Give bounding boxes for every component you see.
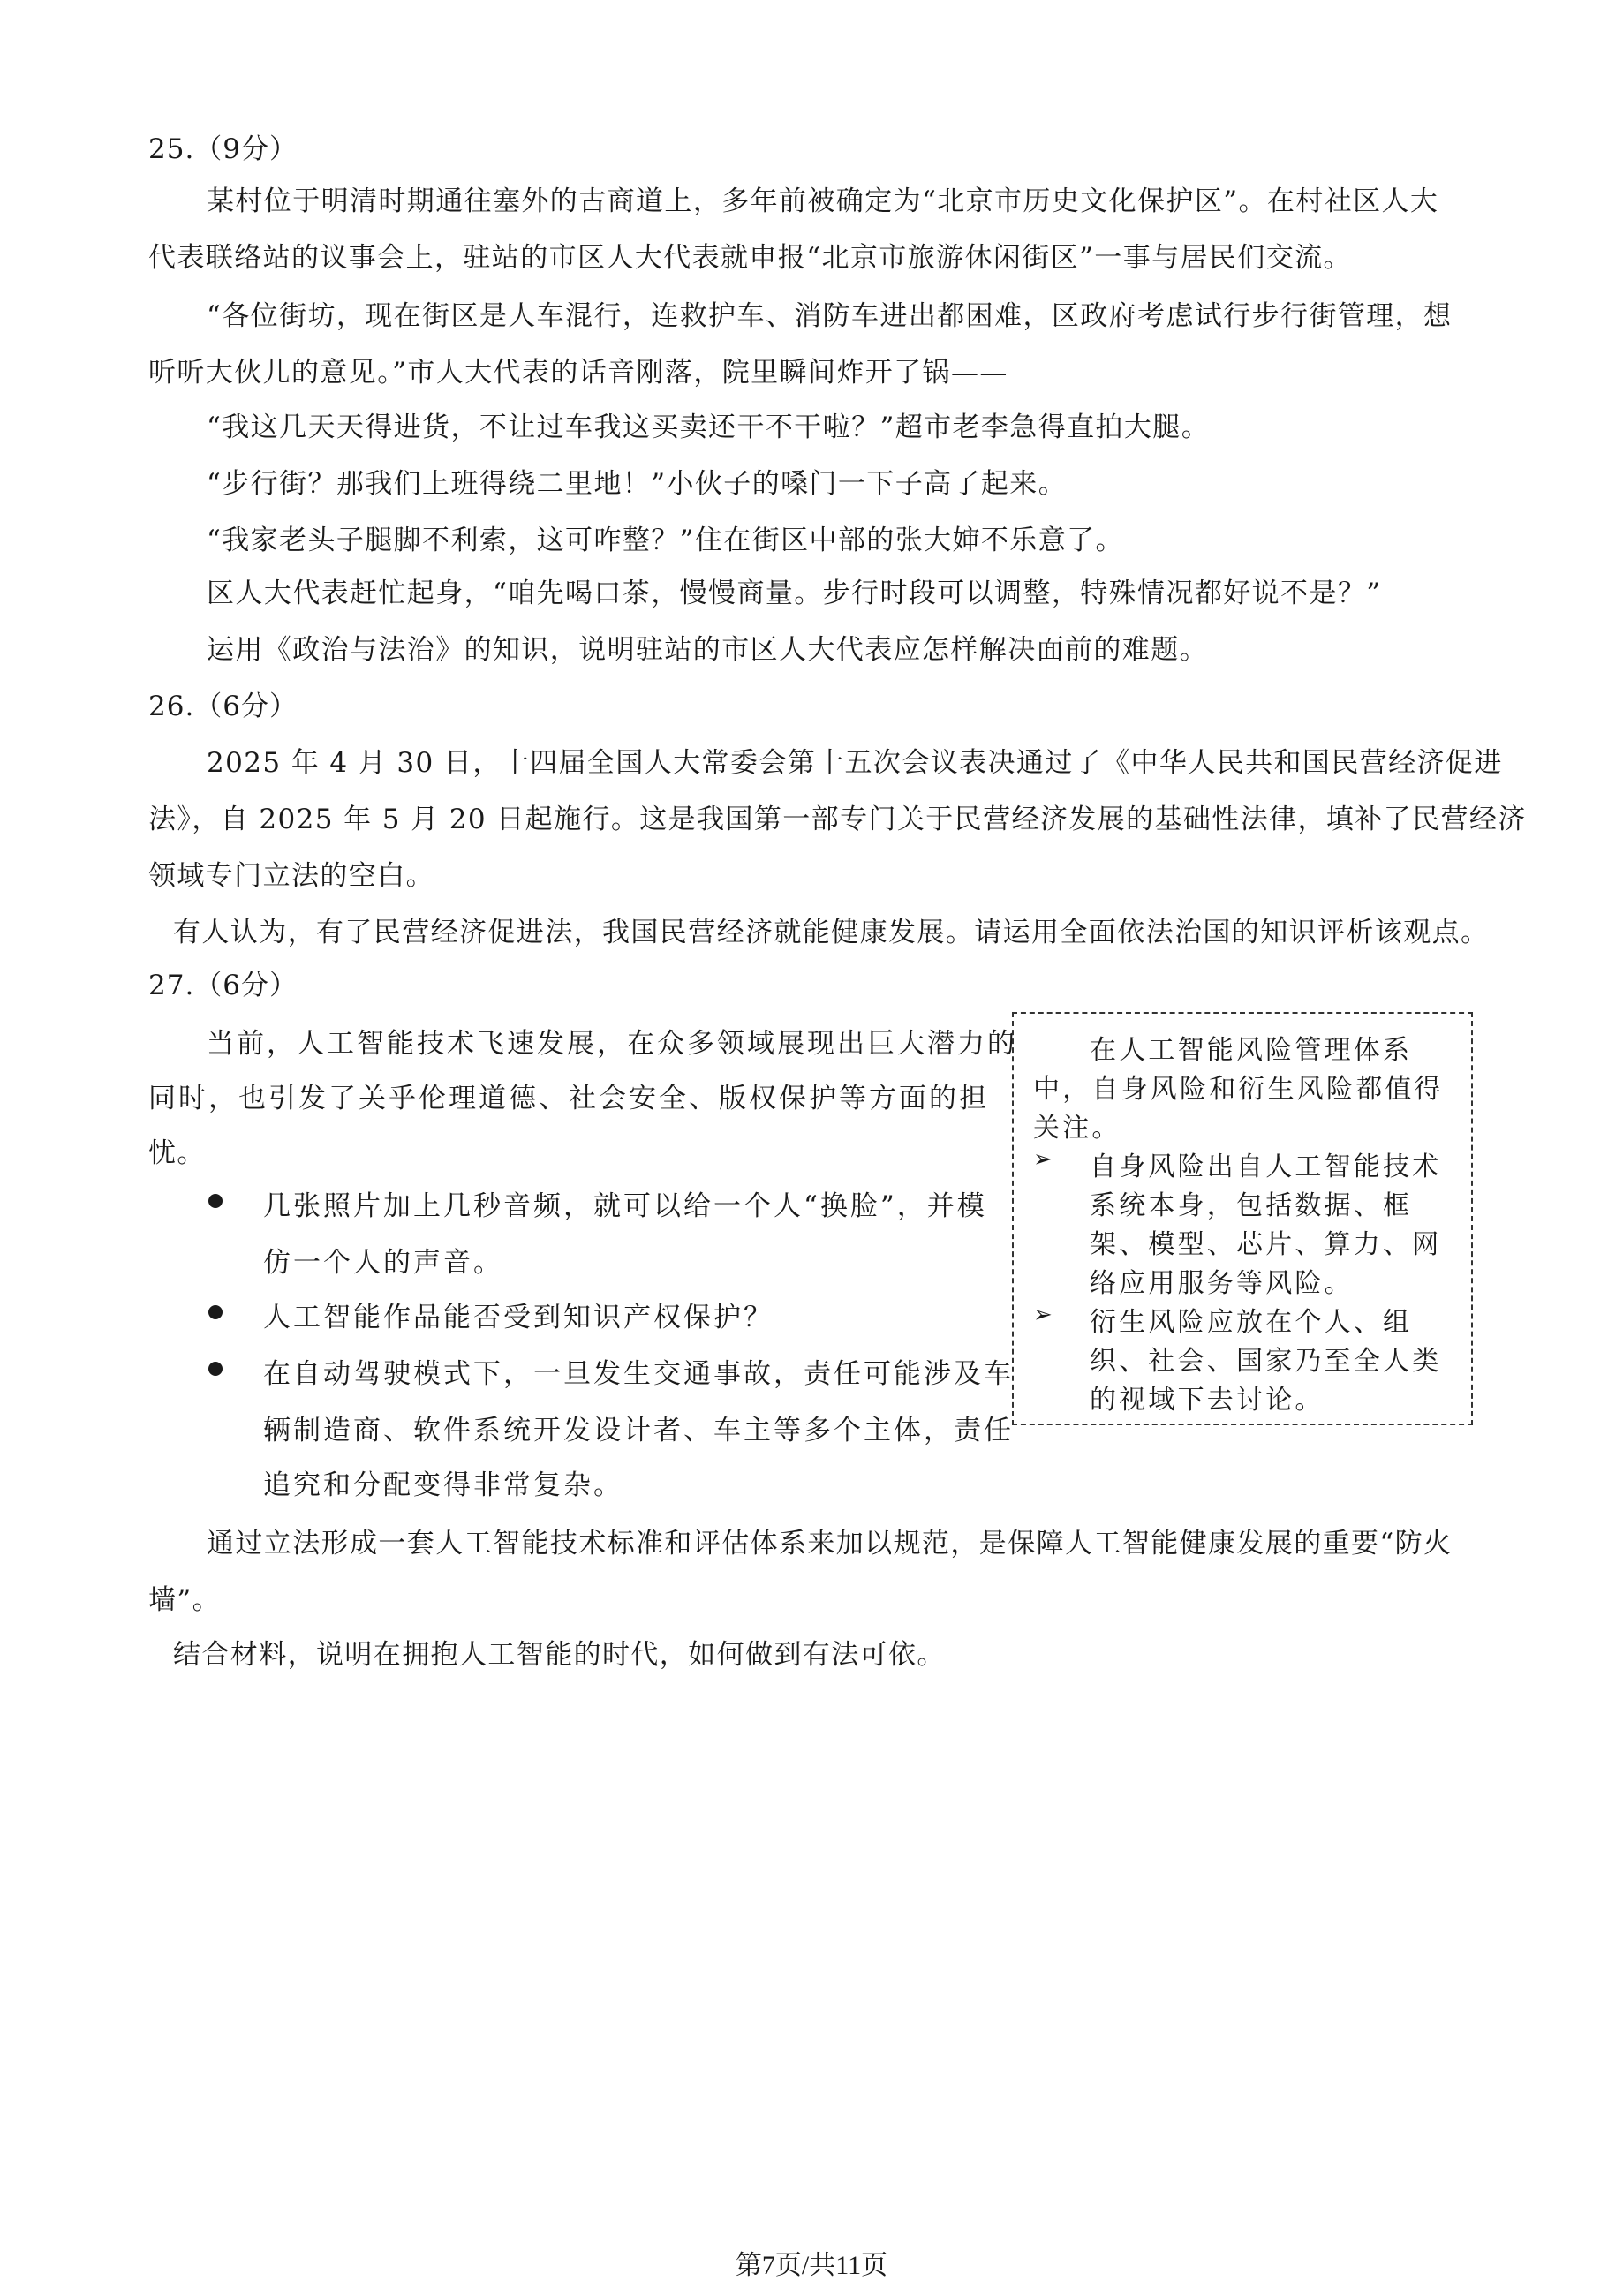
q27-intro-3: 忧。: [148, 1137, 206, 1169]
box-item2-line-2: 织、社会、国家乃至全人类: [1090, 1346, 1442, 1377]
box-item2-line-1: 衍生风险应放在个人、组: [1090, 1307, 1413, 1338]
q25-line-9: 运用《政治与法治》的知识，说明驻站的市区人大代表应怎样解决面前的难题。: [207, 634, 1208, 666]
q25-heading: 25.（9分）: [148, 133, 298, 165]
arrowhead-bullet-icon: ➢: [1033, 1146, 1053, 1173]
q25-line-5: “我这几天天得进货，不让过车我这买卖还干不干啦？”超市老李急得直拍大腿。: [207, 412, 1211, 443]
box-item1-line-3: 架、模型、芯片、算力、网: [1090, 1229, 1442, 1260]
box-intro-2: 中，自身风险和衍生风险都值得: [1033, 1074, 1444, 1105]
box-item2-line-3: 的视域下去讨论。: [1090, 1385, 1325, 1416]
bullet-dot: [208, 1305, 223, 1319]
bullet-dot: [208, 1194, 223, 1208]
q27-bullet-3-line-3: 追究和分配变得非常复杂。: [263, 1469, 623, 1501]
q27-after-2: 墙”。: [148, 1584, 222, 1616]
box-item1-line-2: 系统本身，包括数据、框: [1090, 1190, 1413, 1221]
q25-line-8: 区人大代表赶忙起身，“咱先喝口茶，慢慢商量。步行时段可以调整，特殊情况都好说不是？”: [207, 578, 1382, 609]
q26-line-1: 2025 年 4 月 30 日，十四届全国人大常委会第十五次会议表决通过了《中华人民共和国民营经济促进: [207, 747, 1503, 779]
q26-line-4: 有人认为，有了民营经济促进法，我国民营经济就能健康发展。请运用全面依法治国的知识评析该观点。: [173, 917, 1490, 948]
q26-line-3: 领域专门立法的空白。: [148, 860, 434, 892]
box-item1-line-4: 络应用服务等风险。: [1090, 1268, 1354, 1299]
box-intro-3: 关注。: [1033, 1113, 1121, 1144]
q27-bullet-1-line-1: 几张照片加上几秒音频，就可以给一个人“换脸”，并模: [263, 1190, 987, 1222]
q25-line-4: 听听大伙儿的意见。”市人大代表的话音刚落，院里瞬间炸开了锅——: [148, 357, 1008, 389]
arrowhead-bullet-icon: ➢: [1033, 1302, 1053, 1328]
q27-heading: 27.（6分）: [148, 970, 298, 1001]
q27-bullet-1-line-2: 仿一个人的声音。: [263, 1247, 503, 1279]
page-number: 第7页/共11页: [735, 2251, 888, 2280]
q27-after-3: 结合材料，说明在拥抱人工智能的时代，如何做到有法可依。: [173, 1639, 946, 1671]
box-item1-line-1: 自身风险出自人工智能技术: [1090, 1152, 1442, 1182]
q26-heading: 26.（6分）: [148, 691, 298, 722]
q27-bullet-3-line-2: 辆制造商、软件系统开发设计者、车主等多个主体，责任: [263, 1415, 1014, 1446]
q27-after-1: 通过立法形成一套人工智能技术标准和评估体系来加以规范，是保障人工智能健康发展的重要“防火: [207, 1528, 1453, 1560]
bullet-dot: [208, 1362, 223, 1376]
box-intro-1: 在人工智能风险管理体系: [1090, 1035, 1413, 1066]
q26-line-2: 法》，自 2025 年 5 月 20 日起施行。这是我国第一部专门关于民营经济发展的基础性法律，填补了民营经济: [148, 804, 1527, 835]
q25-line-2: 代表联络站的议事会上，驻站的市区人大代表就申报“北京市旅游休闲街区”一事与居民们交流。: [148, 242, 1352, 274]
q27-intro-1: 当前，人工智能技术飞速发展，在众多领域展现出巨大潜力的: [207, 1028, 1017, 1060]
q25-line-3: “各位街坊，现在街区是人车混行，连救护车、消防车进出都困难，区政府考虑试行步行街管理，想: [207, 300, 1453, 332]
q25-line-6: “步行街？那我们上班得绕二里地！”小伙子的嗓门一下子高了起来。: [207, 468, 1068, 500]
q25-line-7: “我家老头子腿脚不利索，这可咋整？”住在街区中部的张大婶不乐意了。: [207, 525, 1124, 556]
q27-bullet-3-line-1: 在自动驾驶模式下，一旦发生交通事故，责任可能涉及车: [263, 1358, 1014, 1390]
risk-note-box: [1012, 1012, 1473, 1425]
q25-line-1: 某村位于明清时期通往塞外的古商道上，多年前被确定为“北京市历史文化保护区”。在村社区人大: [207, 185, 1439, 217]
q27-intro-2: 同时，也引发了关乎伦理道德、社会安全、版权保护等方面的担: [148, 1083, 989, 1114]
q27-bullet-2-line-1: 人工智能作品能否受到知识产权保护？: [263, 1302, 774, 1333]
